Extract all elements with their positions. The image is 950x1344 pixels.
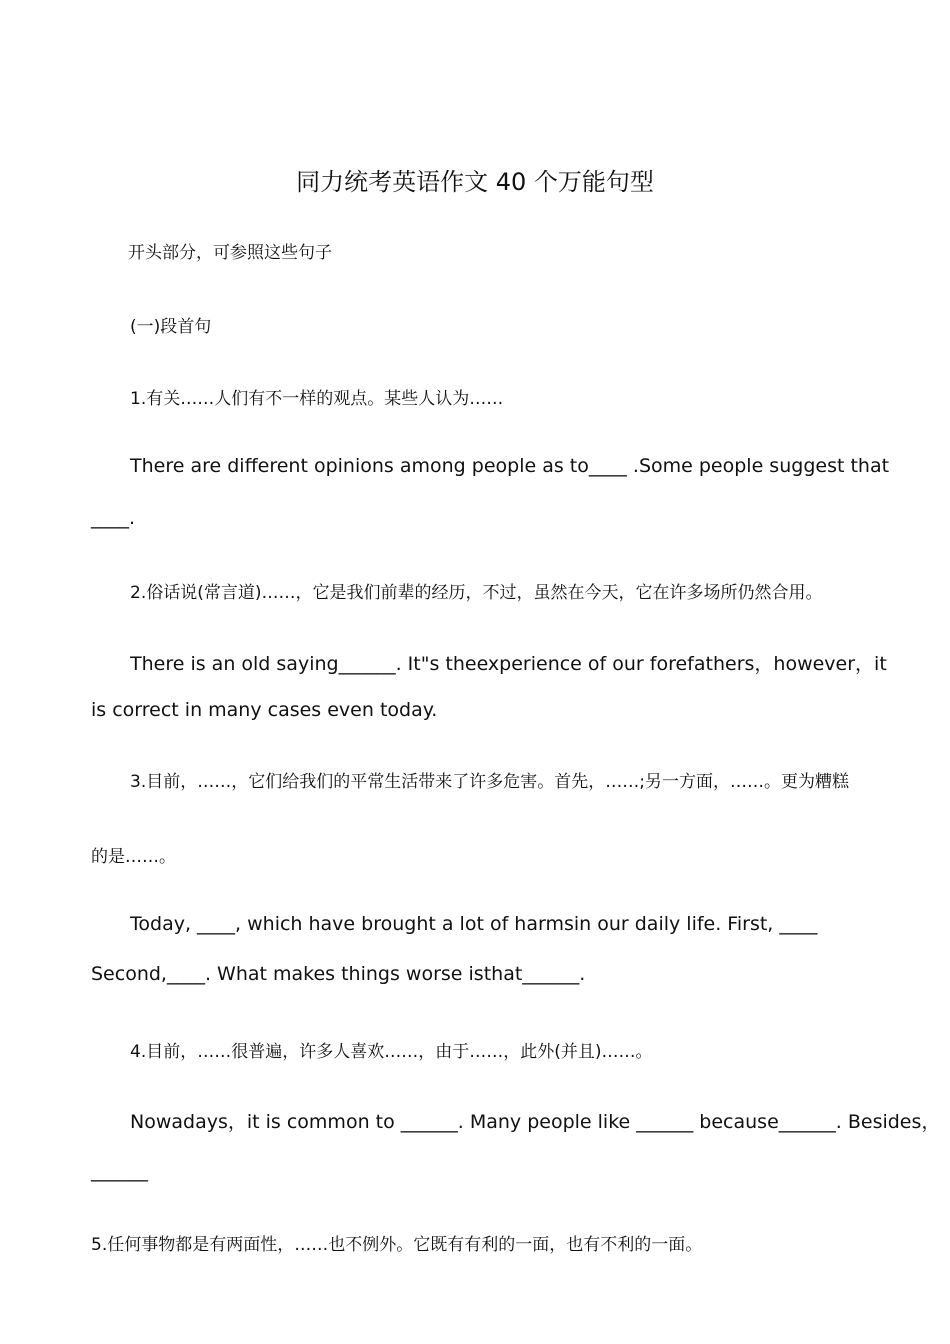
section-heading: (一)段首句 [130,317,212,337]
item-3-chinese-line2: 的是……。 [91,847,176,867]
item-1-english-line2: ____. [91,507,136,529]
item-2-chinese: 2.俗话说(常言道)……，它是我们前辈的经历，不过，虽然在今天，它在许多场所仍然合用。 [130,583,823,603]
item-2-english-line2: is correct in many cases even today. [91,699,438,721]
item-1-chinese: 1.有关……人们有不一样的观点。某些人认为…… [130,389,504,409]
item-4-english-line2: ______ [91,1160,148,1182]
item-3-chinese-line1: 3.目前，……，它们给我们的平常生活带来了许多危害。首先，……;另一方面，……。更为糟糕 [130,772,849,792]
item-3-english-line2: Second,____. What makes things worse isthat______. [91,963,586,985]
item-1-english-line1: There are different opinions among people as to____ .Some people suggest that [130,455,890,477]
item-5-chinese: 5.任何事物都是有两面性，……也不例外。它既有有利的一面，也有不利的一面。 [91,1235,703,1255]
item-2-english-line1: There is an old saying______. It"s theexperience of our forefathers，however，it [130,653,887,675]
intro-line: 开头部分，可参照这些句子 [128,243,332,263]
item-3-english-line1: Today, ____, which have brought a lot of harmsin our daily life. First, ____ [130,913,818,935]
item-4-chinese: 4.目前，……很普遍，许多人喜欢……，由于……，此外(并且)……。 [130,1042,653,1062]
item-4-english-line1: Nowadays，it is common to ______. Many people like ______ because______. Besides， [130,1111,941,1133]
page-title: 同力统考英语作文 40 个万能句型 [296,168,654,196]
